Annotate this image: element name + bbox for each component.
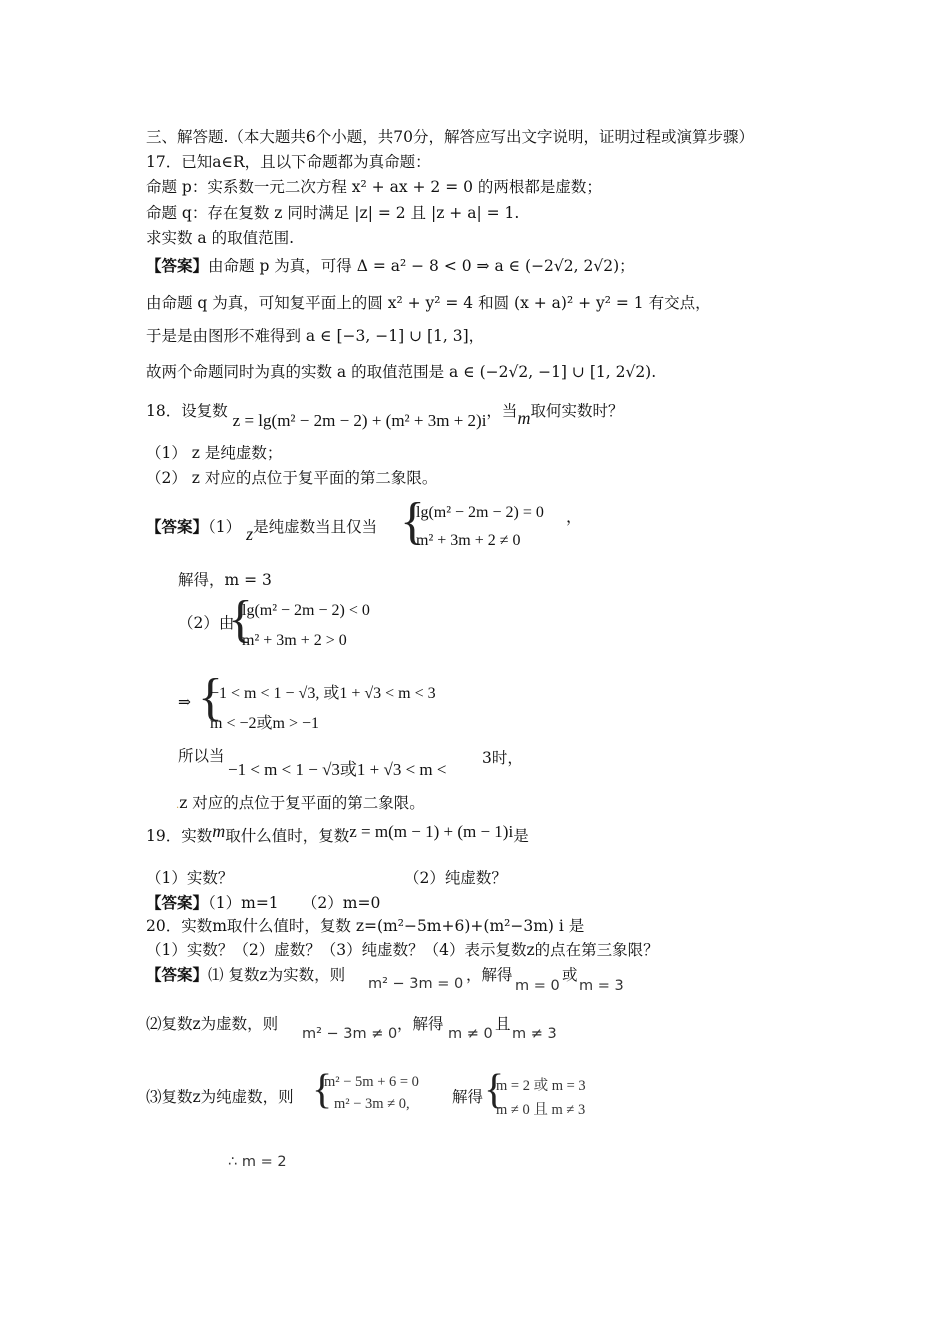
q20-a1-f1: m² − 3m = 0	[368, 976, 464, 992]
q18-conclusion-text: z 对应的点位于复平面的第二象限。	[179, 794, 425, 812]
q20-a1-b: ，解得	[466, 966, 513, 984]
q18-stem-b: ，当	[486, 402, 518, 420]
q20-a3-result-system: { m = 2 或 m = 3 m ≠ 0 且 m ≠ 3	[484, 1067, 586, 1118]
q20-answer-tag: 【答案】	[146, 965, 209, 984]
q18-so-b: 3时，	[482, 749, 523, 767]
q18-solve-1: 解得，m = 3	[178, 571, 272, 589]
q18-sys1-row2: m² + 3m + 2 ≠ 0	[416, 532, 521, 549]
q17-answer-tag: 【答案】	[146, 256, 209, 275]
q18-stem	[146, 400, 624, 430]
q17-stem: 17．已知a∈R，且以下命题都为真命题：	[146, 153, 431, 171]
q20-a3-s1: m² − 5m + 6 = 0	[324, 1074, 419, 1090]
q19-formula: z = m(m − 1) + (m − 1)i	[349, 822, 514, 841]
q19-answer-tag: 【答案】	[146, 893, 209, 912]
q18-implies: ⇒	[178, 693, 191, 711]
q17-q-text: 存在复数 z 同时满足 |z| = 2 且 |z + a| = 1.	[207, 204, 520, 222]
q17-answer-3: 于是是由图形不难得到 a ∈ [−3, −1] ∪ [1, 3]，	[146, 327, 485, 345]
q18-stem-a: 18．设复数	[146, 402, 228, 420]
q18-sys2-row2: m² + 3m + 2 > 0	[242, 632, 347, 649]
q17-ask: 求实数 a 的取值范围.	[146, 229, 295, 247]
q18-system-3: { −1 < m < 1 − √3, 或1 + √3 < m < 3 m < −2或m > −1	[198, 669, 436, 732]
q18-sys3-row1: −1 < m < 1 − √3, 或1 + √3 < m < 3	[210, 685, 436, 702]
q18-var-m: m	[517, 408, 531, 428]
q20-answer-1	[146, 965, 345, 985]
q18-ans1-a: （1）	[208, 518, 242, 536]
q20-subs: （1）实数？（2）虚数？（3）纯虚数？（4）表示复数z的点在第三象限？	[146, 941, 659, 959]
q18-conclusion	[176, 793, 425, 816]
q17-answer-1-text: 由命题 p 为真，可得 Δ = a² − 8 < 0 ⇒ a ∈ (−2√2, 2√2)；	[208, 257, 635, 275]
q18-so-a: 所以当	[178, 747, 225, 765]
q19-stem-b: 取什么值时，复数	[225, 827, 350, 845]
q18-ans1-b: 是纯虚数当且仅当	[253, 518, 378, 536]
q20-a2-f3: m ≠ 3	[512, 1026, 557, 1042]
q18-stem-c: 取何实数时？	[530, 402, 624, 420]
q18-sys2-row1: lg(m² − 2m − 2) < 0	[242, 602, 370, 619]
q18-answer-tag: 【答案】	[146, 517, 209, 536]
q17-prop-q	[146, 203, 519, 223]
q20-a1-a: ⑴ 复数z为实数，则	[208, 966, 346, 984]
q17-p-label: 命题 p：	[146, 178, 208, 196]
q20-a3-b: 解得	[452, 1088, 484, 1106]
q19-sub2: （2）纯虚数？	[404, 869, 507, 887]
q20-a1-c: 或	[562, 966, 578, 984]
q20-a2-c: 且	[495, 1015, 511, 1033]
q20-final: ∴ m = 2	[228, 1154, 287, 1170]
q19-var-m: m	[212, 821, 226, 841]
q18-sub2: （2） z 对应的点位于复平面的第二象限。	[146, 469, 438, 487]
q20-a2-b: ，解得	[397, 1015, 444, 1033]
q20-stem: 20．实数m取什么值时，复数 z=(m²−5m+6)+(m²−3m) i 是	[146, 917, 585, 935]
q19-stem	[146, 821, 529, 846]
q18-system-2: { lg(m² − 2m − 2) < 0 m² + 3m + 2 > 0	[228, 591, 370, 649]
q18-system-1: { lg(m² − 2m − 2) = 0 m² + 3m + 2 ≠ 0 ，	[400, 493, 583, 550]
q20-a1-f2: m = 0	[515, 978, 560, 994]
q17-answer-2: 由命题 q 为真，可知复平面上的圆 x² + y² = 4 和圆 (x + a)² + y² = 1 有交点，	[146, 294, 711, 312]
q17-answer-1	[146, 256, 635, 276]
q18-ans1-z: z	[246, 524, 254, 544]
q18-sys3-row2: m < −2或m > −1	[210, 715, 319, 732]
q18-sys1-row1: lg(m² − 2m − 2) = 0	[416, 504, 544, 521]
q20-a3-t1: m = 2 或 m = 3	[496, 1078, 586, 1094]
q18-ans2-a: （2）由	[178, 614, 235, 632]
q18-dot-mark: .	[176, 800, 180, 811]
q18-sys1-tail: ，	[566, 509, 583, 526]
q18-so-formula: −1 < m < 1 − √3或1 + √3 < m <	[228, 760, 447, 779]
q18-sub1: （1） z 是纯虚数；	[146, 444, 283, 462]
q20-a3-a: ⑶复数z为纯虚数，则	[146, 1088, 294, 1106]
q18-formula: z = lg(m² − 2m − 2) + (m² + 3m + 2)i	[232, 411, 487, 430]
q20-a3-system: { m² − 5m + 6 = 0 m² − 3m ≠ 0,	[312, 1067, 419, 1113]
q19-sub1: （1）实数？	[146, 869, 234, 887]
section-header: 三、解答题.（本大题共6个小题，共70分，解答应写出文字说明，证明过程或演算步骤）	[146, 128, 755, 146]
q19-stem-c: 是	[513, 827, 529, 845]
q20-a2-a: ⑵复数z为虚数，则	[146, 1015, 279, 1033]
q17-answer-4: 故两个命题同时为真的实数 a 的取值范围是 a ∈ (−2√2, −1] ∪ [1, 2√2).	[146, 363, 657, 381]
q20-a3-t2: m ≠ 0 且 m ≠ 3	[496, 1102, 586, 1118]
q17-p-text: 实系数一元二次方程 x² + ax + 2 = 0 的两根都是虚数；	[207, 178, 602, 196]
q20-a2-f1: m² − 3m ≠ 0	[302, 1026, 398, 1042]
q20-a1-f3: m = 3	[579, 978, 624, 994]
q19-answer-text: （1）m=1 （2）m=0	[208, 894, 381, 912]
q19-answer	[146, 893, 380, 913]
q17-prop-p	[146, 177, 602, 197]
q18-answer-1	[146, 516, 378, 544]
q20-a3-s2: m² − 3m ≠ 0,	[334, 1096, 410, 1112]
q17-q-label: 命题 q：	[146, 204, 208, 222]
q19-stem-a: 19．实数	[146, 827, 213, 845]
q18-so	[178, 746, 225, 766]
q20-a2-f2: m ≠ 0	[448, 1026, 493, 1042]
